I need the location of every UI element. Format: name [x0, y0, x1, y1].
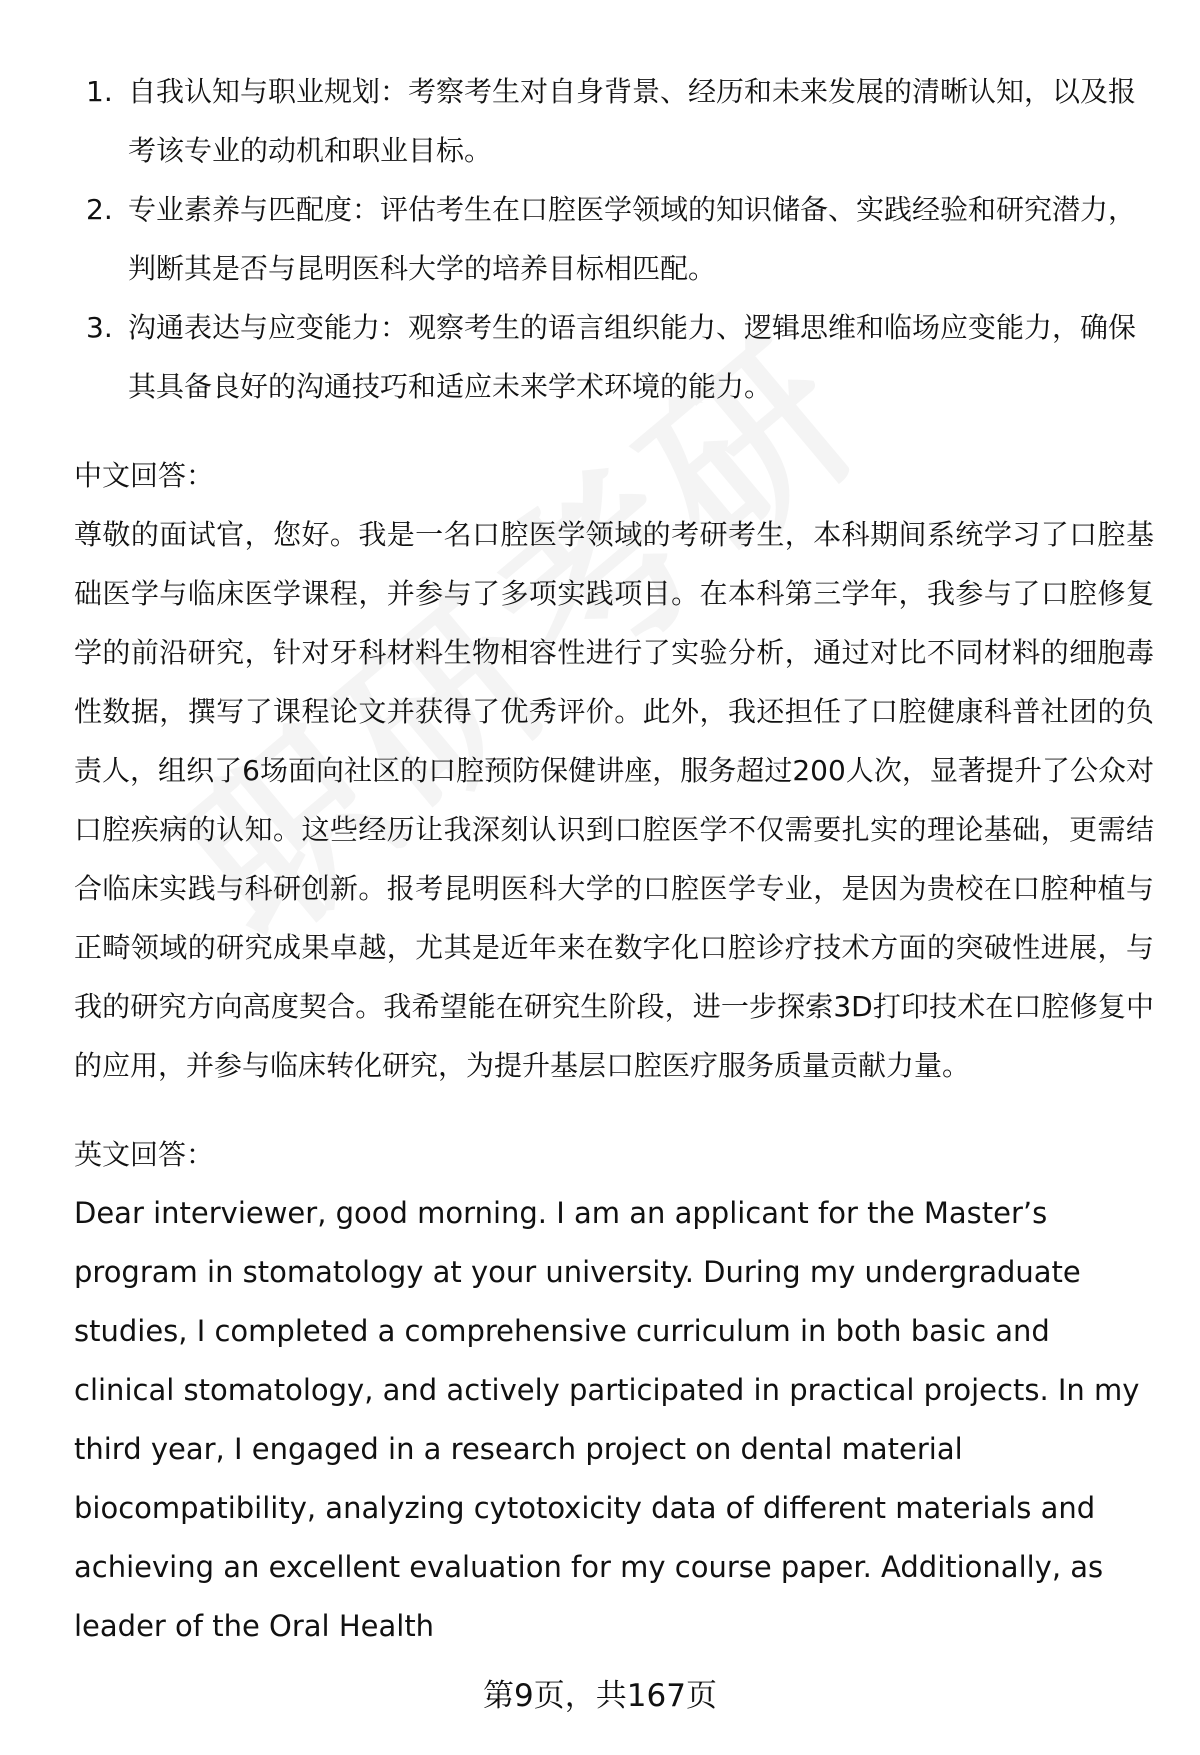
list-item [74, 298, 1154, 416]
list-item-text: 专业素养与匹配度：评估考生在口腔医学领域的知识储备、实践经验和研究潜力，判断其是否与昆明医科大学的培养目标相匹配。 [128, 193, 1137, 285]
chinese-answer-label: 中文回答： [74, 459, 215, 492]
document-body [74, 62, 1154, 1656]
english-answer-label: 英文回答： [74, 1138, 215, 1171]
list-item-number: 1. [86, 75, 113, 108]
list-item-text: 沟通表达与应变能力：观察考生的语言组织能力、逻辑思维和临场应变能力，确保其具备良好的沟通技巧和适应未来学术环境的能力。 [128, 311, 1137, 403]
list-item-number: 2. [86, 193, 113, 226]
list-item-number: 3. [86, 311, 113, 344]
page-number: 第9页，共167页 [483, 1678, 717, 1714]
list-item [74, 62, 1154, 180]
english-answer-text: Dear interviewer, good morning. I am an applicant for the Master’s program in stomatology at your university. During my undergraduate studies, I completed a comprehensive curriculum in both basic and clinical stomatology, and actively participated in practical projects. In my third year, I engaged in a research project on dental material biocompatibility, analyzing cytotoxicity data of different materials and achieving an excellent evaluation for my course paper. Additionally, as leader of the Oral Health [74, 1196, 1140, 1643]
chinese-answer-text: 尊敬的面试官，您好。我是一名口腔医学领域的考研考生，本科期间系统学习了口腔基础医学与临床医学课程，并参与了多项实践项目。在本科第三学年，我参与了口腔修复学的前沿研究，针对牙科材料生物相容性进行了实验分析，通过对比不同材料的细胞毒性数据，撰写了课程论文并获得了优秀评价。此外，我还担任了口腔健康科普社团的负责人，组织了6场面向社区的口腔预防保健讲座，服务超过200人次，显著提升了公众对口腔疾病的认知。这些经历让我深刻认识到口腔医学不仅需要扎实的理论基础，更需结合临床实践与科研创新。报考昆明医科大学的口腔医学专业，是因为贵校在口腔种植与正畸领域的研究成果卓越，尤其是近年来在数字化口腔诊疗技术方面的突破性进展，与我的研究方向高度契合。我希望能在研究生阶段，进一步探索3D打印技术在口腔修复中的应用，并参与临床转化研究，为提升基层口腔医疗服务质量贡献力量。 [74, 518, 1154, 1082]
list-item [74, 180, 1154, 298]
criteria-list [74, 62, 1154, 416]
list-item-text: 自我认知与职业规划：考察考生对自身背景、经历和未来发展的清晰认知，以及报考该专业的动机和职业目标。 [128, 75, 1137, 167]
